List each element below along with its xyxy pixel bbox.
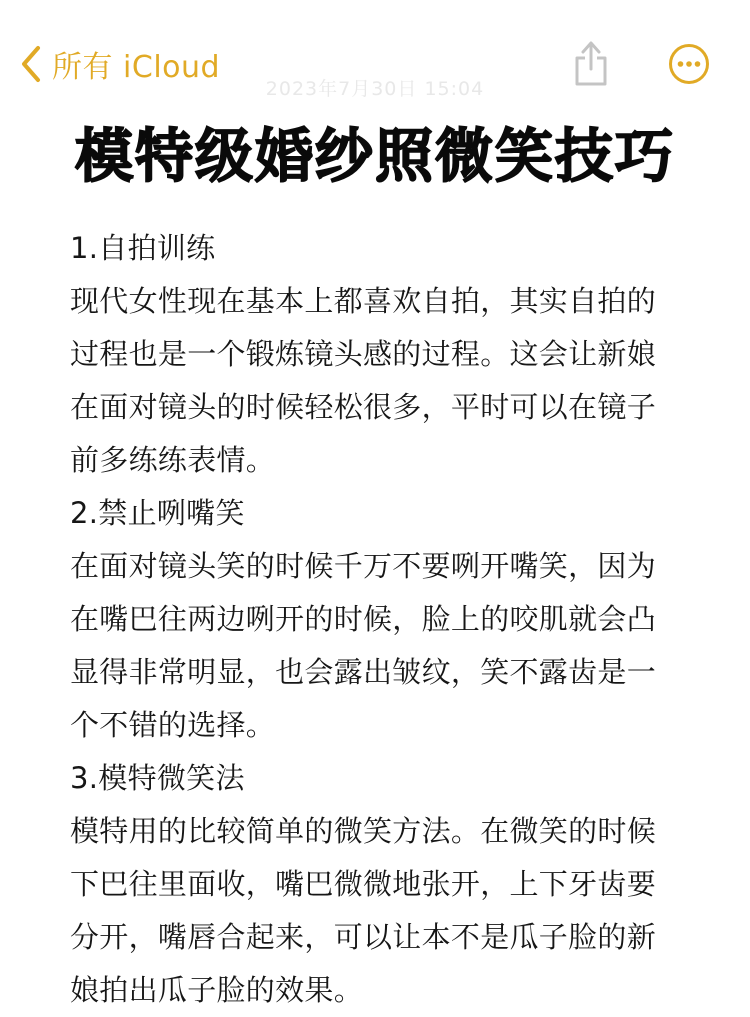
body-line: 模特用的比较简单的微笑方法。在微笑的时候 bbox=[70, 814, 657, 848]
section-heading: 2.禁止咧嘴笑 bbox=[70, 496, 245, 530]
body-line: 前多练练表情。 bbox=[70, 443, 276, 477]
note-title: 模特级婚纱照微笑技巧 bbox=[74, 122, 675, 190]
back-label: 所有 iCloud bbox=[52, 50, 221, 85]
body-line: 在面对镜头笑的时候千万不要咧开嘴笑，因为 bbox=[70, 549, 657, 583]
note-timestamp: 2023年7月30日 15:04 bbox=[265, 78, 485, 100]
body-line: 现代女性现在基本上都喜欢自拍，其实自拍的 bbox=[70, 284, 657, 318]
body-line: 在面对镜头的时候轻松很多，平时可以在镜子 bbox=[70, 390, 657, 424]
body-line: 下巴往里面收，嘴巴微微地张开，上下牙齿要 bbox=[70, 867, 657, 901]
body-line: 个不错的选择。 bbox=[70, 708, 276, 742]
body-line: 过程也是一个锻炼镜头感的过程。这会让新娘 bbox=[70, 337, 657, 371]
body-line: 显得非常明显，也会露出皱纹，笑不露齿是一 bbox=[70, 655, 657, 689]
section-heading: 3.模特微笑法 bbox=[70, 761, 245, 795]
body-line: 分开，嘴唇合起来，可以让本不是瓜子脸的新 bbox=[70, 920, 657, 954]
navigation-bar bbox=[0, 0, 750, 120]
section-heading: 1.自拍训练 bbox=[70, 231, 216, 265]
note-body[interactable] bbox=[70, 222, 700, 1017]
body-line: 在嘴巴往两边咧开的时候，脸上的咬肌就会凸 bbox=[70, 602, 657, 636]
body-line: 娘拍出瓜子脸的效果。 bbox=[70, 973, 364, 1007]
